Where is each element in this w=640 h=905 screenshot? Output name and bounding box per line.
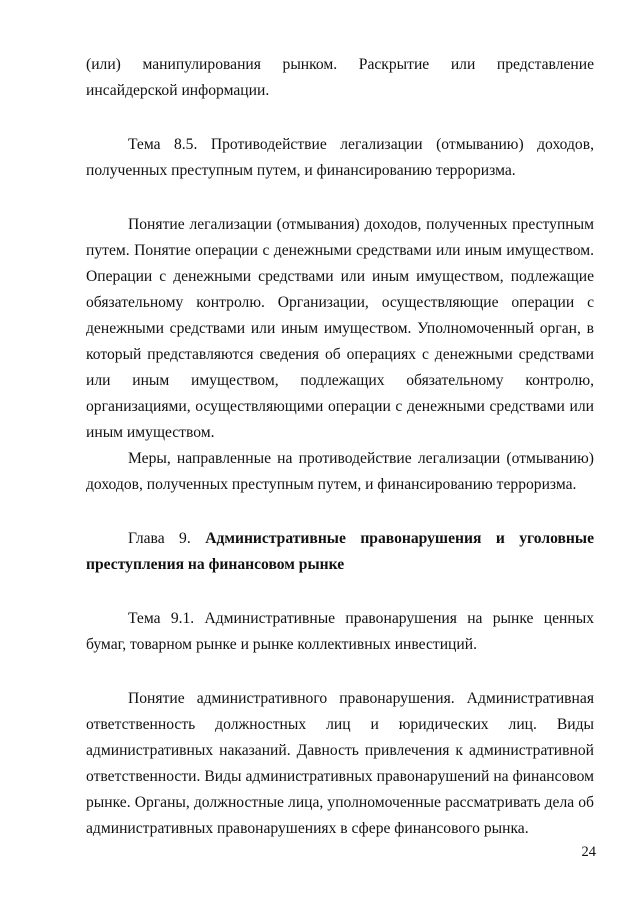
paragraph-administrative-liability: Понятие административного правонарушения. Административная ответственность должностных лиц и юридических лиц. Виды административных наказаний. Давность привлечения к административной ответственности. Виды административных правонарушений на финансовом рынке. Органы, должностные лица, уполномоченные рассматривать дела об административных правонарушениях в сфере финансового рынка. <box>86 690 594 837</box>
paragraph-insider-info: (или) манипулирования рынком. Раскрытие или представление инсайдерской информации. <box>86 56 594 99</box>
paragraph-legalization-concepts: Понятие легализации (отмывания) доходов, полученных преступным путем. Понятие операции с денежными средствами или иным имуществом. Операции с денежными средствами или иным имуществом, подлежащие обязательному контролю. Организации, осуществляющие операции с денежными средствами или иным имуществом. Уполномоченный орган, в который представляются сведения об операциях с денежными средствами или иным имуществом, подлежащих обязательному контролю, организациями, осуществляющими операции с денежными средствами или иным имуществом. <box>86 216 594 441</box>
chapter-9-title: Административные правонарушения и уголовные преступления на финансовом рынке <box>86 530 595 573</box>
page-number: 24 <box>581 844 596 860</box>
document-page <box>86 52 594 842</box>
chapter-9-heading <box>86 526 594 578</box>
topic-9-1-heading: Тема 9.1. Административные правонарушения на рынке ценных бумаг, товарном рынке и рынке коллективных инвестиций. <box>86 610 594 653</box>
topic-8-5-heading: Тема 8.5. Противодействие легализации (отмыванию) доходов, полученных преступным путем, и финансированию терроризма. <box>86 136 594 179</box>
paragraph-counter-measures: Меры, направленные на противодействие легализации (отмыванию) доходов, полученных преступным путем, и финансированию терроризма. <box>86 450 594 493</box>
chapter-9-prefix: Глава 9. <box>128 530 191 547</box>
